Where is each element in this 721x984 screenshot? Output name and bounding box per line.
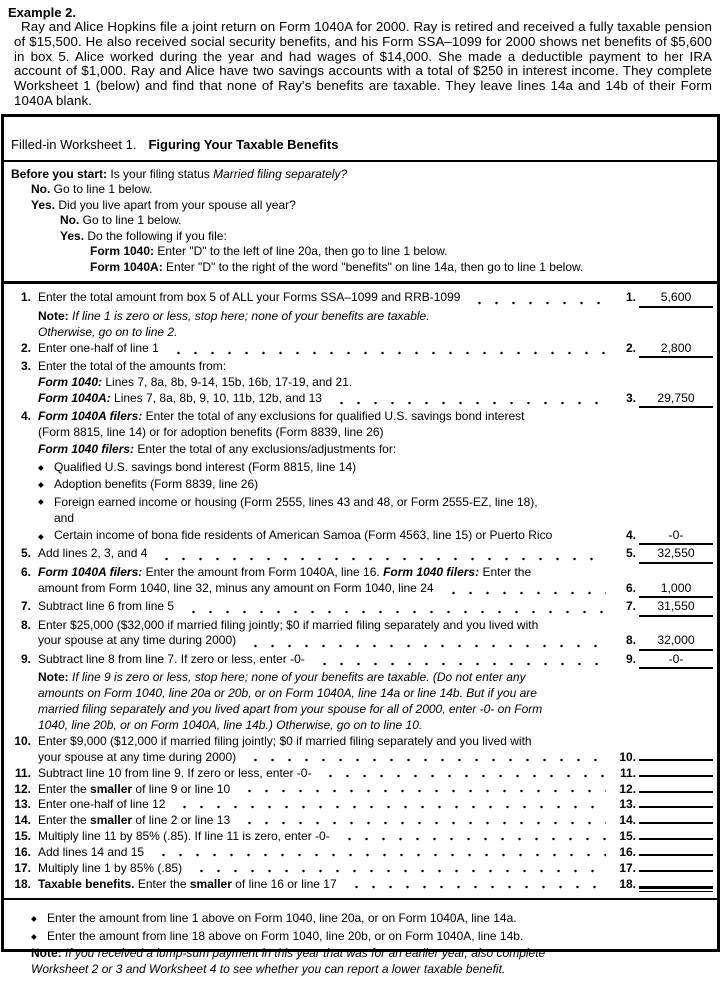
text-run: Enter $9,000 ($12,000 if married filing jointly; $0 if married filing separately and you lived with — [38, 733, 532, 748]
line-text — [38, 409, 524, 424]
text-run: Form 1040 filers: — [38, 442, 135, 457]
footer-bullet-row — [31, 911, 711, 926]
worksheet-line-14 — [11, 813, 713, 828]
text-run: Is your filing status — [107, 166, 214, 181]
dotted-leader — [337, 829, 606, 844]
text-run: of line 16 or line 17 — [231, 877, 337, 891]
dotted-leader — [344, 877, 606, 892]
amount-line-number: 9. — [625, 651, 636, 666]
worksheet-line-17 — [11, 861, 713, 876]
line-text — [90, 244, 447, 259]
dotted-leader — [329, 391, 606, 408]
example-title: Example 2. — [8, 5, 76, 20]
worksheet-line-12 — [11, 782, 713, 797]
text-run: Certain income of bona fide residents of American Samoa (Form 4563, line 15) or Puerto Rico — [54, 527, 553, 542]
line-number: 1. — [20, 290, 31, 305]
text-run: Enter the amount from Form 1040A, line 16. — [142, 564, 384, 579]
worksheet-line-8 — [11, 618, 713, 633]
worksheet-line-10 — [11, 734, 713, 749]
line-text — [38, 599, 174, 614]
worksheet-line-4 — [11, 409, 713, 424]
amount-line-number: 15. — [619, 829, 636, 844]
line-number: 18. — [14, 877, 31, 891]
line-text — [38, 718, 422, 733]
amount-line-number: 1. — [625, 290, 636, 305]
lines-text-row — [11, 686, 713, 701]
lines-text-row — [11, 442, 713, 457]
amount-field — [639, 822, 713, 825]
dotted-leader — [154, 546, 606, 563]
amount-field: 32,000 — [639, 633, 713, 650]
line-text — [38, 813, 230, 828]
line-number: 8. — [20, 617, 31, 632]
worksheet-line-15 — [11, 829, 713, 844]
amount-line-number: 7. — [625, 599, 636, 614]
line-number: 11. — [14, 765, 31, 780]
text-run: Enter the total of any exclusions for qualified U.S. savings bond interest — [142, 409, 525, 424]
line-text — [38, 359, 226, 374]
amount-field: 2,800 — [639, 341, 713, 358]
line-text — [38, 375, 352, 390]
text-run: Form 1040 filers: — [383, 564, 480, 579]
dotted-leader — [151, 845, 606, 860]
footer-bullet-row — [31, 929, 711, 944]
line-text — [54, 528, 552, 543]
text-run: Adoption benefits (Form 8839, line 26) — [54, 477, 259, 492]
text-run: Multiply line 1 by 85% (.85) — [38, 861, 183, 876]
lines-text-row — [11, 718, 713, 733]
before-text-row — [31, 198, 710, 213]
lines-text-row — [11, 633, 713, 650]
line-text — [54, 495, 538, 510]
amount-field — [639, 758, 713, 761]
lines-text-row — [11, 425, 713, 440]
line-text — [38, 670, 526, 685]
line-text — [54, 477, 258, 492]
bullet-icon: ◆ — [38, 479, 44, 489]
worksheet-line-1 — [11, 290, 713, 307]
text-run: Add lines 2, 3, and 4 — [38, 546, 148, 561]
before-you-start-section — [4, 162, 717, 285]
footer-text-row — [31, 946, 711, 961]
amount-line-number: 6. — [625, 580, 636, 595]
text-run: Enter the — [38, 813, 91, 828]
text-run: Foreign earned income or housing (Form 2555, lines 43 and 48, or Form 2555-EZ, line 18), — [54, 494, 538, 509]
lines-text-row — [11, 391, 713, 408]
amount-field: 5,600 — [639, 290, 713, 307]
worksheet-line-3 — [11, 359, 713, 374]
worksheet-line-13 — [11, 797, 713, 812]
line-text — [31, 962, 505, 977]
lines-bullet-row — [11, 460, 713, 475]
text-run: Form 1040A: — [38, 390, 111, 405]
line-text — [38, 829, 330, 844]
text-run: Enter the total amount from box 5 of ALL your Forms SSA–1099 and RRB-1099 — [38, 290, 461, 305]
amount-field — [639, 806, 713, 809]
amount-field — [639, 870, 713, 873]
line-text — [47, 929, 523, 944]
text-run: Note: — [31, 946, 62, 961]
amount-field — [639, 774, 713, 777]
text-run: smaller — [189, 877, 232, 891]
example-body: Ray and Alice Hopkins file a joint return on Form 1040A for 2000. Ray is retired and received a fully taxable pension of $15,500. He also received social security benefits, and his Form SSA–1099 for 2000 shows net benefits of $5,600 in box 5. Alice worked during the year and had wages of $14,000. She made a deductible payment to her IRA account of $1,000. Ray and Alice have two savings accounts with a total of $250 in interest income. They complete Worksheet 1 (below) and find that none of Ray's benefits are taxable. They leave lines 14a and 14b of their Form 1040A blank. — [14, 19, 712, 108]
lines-text-row — [11, 581, 713, 598]
line-text — [11, 167, 347, 182]
dotted-leader — [172, 797, 606, 812]
worksheet-line-18 — [11, 877, 713, 892]
line-text — [38, 766, 311, 781]
worksheet-line-6 — [11, 565, 713, 580]
line-number: 12. — [14, 781, 31, 796]
line-text — [38, 734, 532, 749]
amount-line-number: 17. — [619, 861, 636, 876]
before-text-row — [60, 213, 710, 228]
line-number: 14. — [14, 813, 31, 828]
text-run: Note: — [38, 308, 69, 323]
line-text — [38, 782, 230, 797]
dotted-leader — [237, 782, 606, 797]
text-run: Note: — [38, 670, 69, 685]
lines-text-row — [11, 750, 713, 765]
text-run: married filing separately and you lived apart from your spouse for all of 2000, enter -0- on Form — [38, 702, 543, 717]
text-run: Enter one-half of line 1 — [38, 340, 159, 355]
line-text — [54, 511, 74, 526]
text-run: Did you live apart from your spouse all year? — [55, 197, 296, 212]
amount-line-number: 11. — [619, 765, 636, 780]
dotted-leader — [467, 290, 606, 307]
line-text — [38, 290, 460, 305]
text-run: Enter the amount from line 1 above on Form 1040, line 20a, or on Form 1040A, line 14a. — [47, 911, 517, 926]
dotted-leader — [312, 652, 606, 669]
text-run: smaller — [90, 813, 133, 828]
line-text — [38, 797, 165, 812]
bullet-icon: ◆ — [31, 914, 37, 924]
line-text — [38, 341, 159, 356]
line-text — [31, 182, 152, 197]
line-text — [38, 861, 182, 876]
worksheet-lines-section — [4, 284, 717, 900]
lines-text-row — [11, 511, 713, 526]
text-run: Enter "D" to the left of line 20a, then go to line 1 below. — [154, 244, 448, 259]
amount-line-number: 14. — [619, 813, 636, 828]
text-run: Subtract line 10 from line 9. If zero or less, enter -0- — [38, 765, 312, 780]
amount-field: 1,000 — [639, 581, 713, 598]
text-run: and — [54, 510, 75, 525]
worksheet-line-16 — [11, 845, 713, 860]
amount-line-number: 5. — [625, 546, 636, 561]
bullet-icon: ◆ — [38, 531, 44, 541]
line-text — [38, 618, 538, 633]
text-run: Worksheet 2 or 3 and Worksheet 4 to see whether you can report a lower taxable benefit. — [31, 962, 506, 977]
line-text — [47, 911, 517, 926]
text-run: Otherwise, go on to line 2. — [38, 324, 178, 339]
dotted-leader — [243, 750, 606, 765]
example-section — [0, 0, 721, 112]
line-text — [38, 565, 531, 580]
leader-spacer — [559, 528, 606, 545]
line-number: 13. — [14, 797, 31, 812]
worksheet-title-prefix: Filled-in Worksheet 1. — [11, 136, 137, 152]
text-run: amount from Form 1040, line 32, minus any amount on Form 1040, line 24 — [38, 580, 434, 595]
text-run: Lines 7, 8a, 8b, 9, 10, 11b, 12b, and 13 — [110, 390, 322, 405]
line-number: 2. — [20, 340, 31, 355]
line-number: 10. — [14, 733, 31, 748]
text-run: Form 1040A: — [90, 259, 163, 274]
line-text — [38, 442, 396, 457]
worksheet-footer-section — [4, 900, 717, 984]
text-run: smaller — [90, 781, 133, 796]
text-run: Enter the total of the amounts from: — [38, 358, 227, 373]
amount-field — [639, 790, 713, 793]
text-run: Subtract line 6 from line 5 — [38, 599, 175, 614]
amount-field — [639, 854, 713, 857]
line-number: 9. — [20, 651, 31, 666]
line-text — [38, 877, 337, 892]
line-text — [31, 946, 545, 961]
line-text — [90, 260, 583, 275]
amount-field: 29,750 — [639, 391, 713, 408]
lines-text-row — [11, 325, 713, 340]
dotted-leader — [318, 766, 606, 781]
line-number: 6. — [20, 564, 31, 579]
line-number: 3. — [20, 358, 31, 373]
before-text-row — [90, 244, 710, 259]
bullet-icon: ◆ — [38, 462, 44, 472]
bullet-icon: ◆ — [31, 931, 37, 941]
line-text — [31, 198, 296, 213]
text-run: Yes. — [31, 197, 56, 212]
amount-line-number: 18. — [619, 877, 636, 891]
amount-field: 31,550 — [639, 599, 713, 616]
text-run: Enter the — [38, 781, 91, 796]
text-run: of line 9 or line 10 — [132, 781, 231, 796]
amount-field: -0- — [639, 652, 713, 669]
line-text — [38, 425, 384, 440]
amount-line-number: 16. — [619, 845, 636, 860]
text-run: Form 1040: — [90, 244, 155, 259]
text-run: Enter "D" to the right of the word "benefits" on line 14a, then go to line 1 below. — [162, 259, 584, 274]
before-text-row — [31, 182, 710, 197]
line-text — [38, 633, 236, 648]
text-run: Form 1040A filers: — [38, 564, 143, 579]
amount-line-number: 8. — [625, 633, 636, 648]
text-run: Yes. — [60, 228, 85, 243]
text-run: Form 1040A filers: — [38, 409, 143, 424]
dotted-leader — [237, 813, 606, 828]
worksheet-title-row — [4, 117, 717, 162]
amount-line-number: 3. — [625, 390, 636, 405]
worksheet-line-11 — [11, 766, 713, 781]
lines-text-row — [11, 670, 713, 685]
worksheet-box — [1, 114, 720, 977]
text-run: If line 9 is zero or less, stop here; none of your benefits are taxable. (Do not enter any — [68, 670, 526, 685]
text-run: Enter one-half of line 12 — [38, 797, 166, 812]
line-number: 17. — [14, 861, 31, 876]
line-text — [60, 229, 227, 244]
line-text — [38, 686, 537, 701]
line-text — [38, 581, 434, 596]
before-text-row — [11, 167, 710, 182]
amount-field — [639, 838, 713, 841]
amount-line-number: 12. — [619, 781, 636, 796]
line-number: 16. — [14, 845, 31, 860]
amount-line-number: 13. — [619, 797, 636, 812]
dotted-leader — [441, 581, 606, 598]
amount-field — [639, 886, 713, 889]
text-run: amounts on Form 1040, line 20a or 20b, or on Form 1040A, line 14a or line 14b. But if you are — [38, 686, 537, 701]
dotted-leader — [189, 861, 606, 876]
lines-bullet-row — [11, 528, 713, 545]
lines-text-row — [11, 702, 713, 717]
text-run: No. — [60, 213, 80, 228]
text-run: Enter the amount from line 18 above on Form 1040, line 20b, or on Form 1040A, line 14b. — [47, 928, 524, 943]
text-run: Add lines 14 and 15 — [38, 845, 145, 860]
text-run: Qualified U.S. savings bond interest (Form 8815, line 14) — [54, 459, 357, 474]
lines-bullet-row — [11, 477, 713, 492]
line-number: 15. — [14, 829, 31, 844]
text-run: your spouse at any time during 2000) — [38, 749, 237, 764]
text-run: of line 2 or line 13 — [132, 813, 231, 828]
lines-text-row — [11, 375, 713, 390]
text-run: Form 1040: — [38, 374, 103, 389]
text-run: (Form 8815, line 14) or for adoption benefits (Form 8839, line 26) — [38, 425, 384, 440]
text-run: Multiply line 11 by 85% (.85). If line 11 is zero, enter -0- — [38, 829, 330, 844]
line-text — [38, 391, 322, 406]
worksheet-line-5 — [11, 546, 713, 563]
dotted-leader — [243, 633, 606, 650]
lines-bullet-row — [11, 495, 713, 510]
text-run: Go to line 1 below. — [79, 213, 182, 228]
line-number: 5. — [20, 546, 31, 561]
before-text-row — [60, 229, 710, 244]
text-run: Taxable benefits. — [38, 877, 135, 891]
line-text — [38, 325, 177, 340]
worksheet-line-7 — [11, 599, 713, 616]
line-text — [38, 702, 542, 717]
line-text — [38, 750, 236, 765]
text-run: Enter the — [134, 877, 190, 891]
worksheet-line-9 — [11, 652, 713, 669]
text-run: If line 1 is zero or less, stop here; none of your benefits are taxable. — [68, 308, 430, 323]
footer-text-row — [31, 962, 711, 977]
amount-line-number: 10. — [619, 749, 636, 764]
line-number: 4. — [20, 409, 31, 424]
worksheet-title-main: Figuring Your Taxable Benefits — [148, 136, 339, 152]
text-run: Lines 7, 8a, 8b, 9-14, 15b, 16b, 17-19, and 21. — [102, 374, 353, 389]
dotted-leader — [166, 341, 606, 358]
line-text — [54, 460, 356, 475]
text-run: Enter $25,000 ($32,000 if married filing jointly; $0 if married filing separately and you lived with — [38, 617, 539, 632]
text-run: Married filing separately? — [213, 166, 348, 181]
text-run: Enter the — [479, 564, 532, 579]
text-run: Subtract line 8 from line 7. If zero or less, enter -0- — [38, 651, 305, 666]
text-run: 1040, line 20b, or on Form 1040A, line 14b.) Otherwise, go on to line 10. — [38, 717, 423, 732]
lines-text-row — [11, 309, 713, 324]
line-text — [38, 309, 430, 324]
before-text-row — [90, 260, 710, 275]
text-run: If you received a lump-sum payment in this year that was for an earlier year, also complete — [61, 946, 546, 961]
dotted-leader — [181, 599, 606, 616]
amount-field: -0- — [639, 528, 713, 545]
text-run: Before you start: — [11, 166, 108, 181]
amount-field: 32,550 — [639, 546, 713, 563]
line-number: 7. — [20, 599, 31, 614]
bullet-icon: ◆ — [38, 497, 44, 507]
text-run: Go to line 1 below. — [50, 182, 153, 197]
line-text — [38, 845, 144, 860]
line-text — [38, 652, 305, 667]
line-text — [38, 546, 147, 561]
text-run: Do the following if you file: — [84, 228, 227, 243]
text-run: your spouse at any time during 2000) — [38, 633, 237, 648]
line-text — [60, 213, 181, 228]
text-run: No. — [31, 182, 51, 197]
text-run: Enter the total of any exclusions/adjustments for: — [134, 442, 397, 457]
worksheet-line-2 — [11, 341, 713, 358]
amount-line-number: 4. — [625, 527, 636, 542]
amount-line-number: 2. — [625, 340, 636, 355]
